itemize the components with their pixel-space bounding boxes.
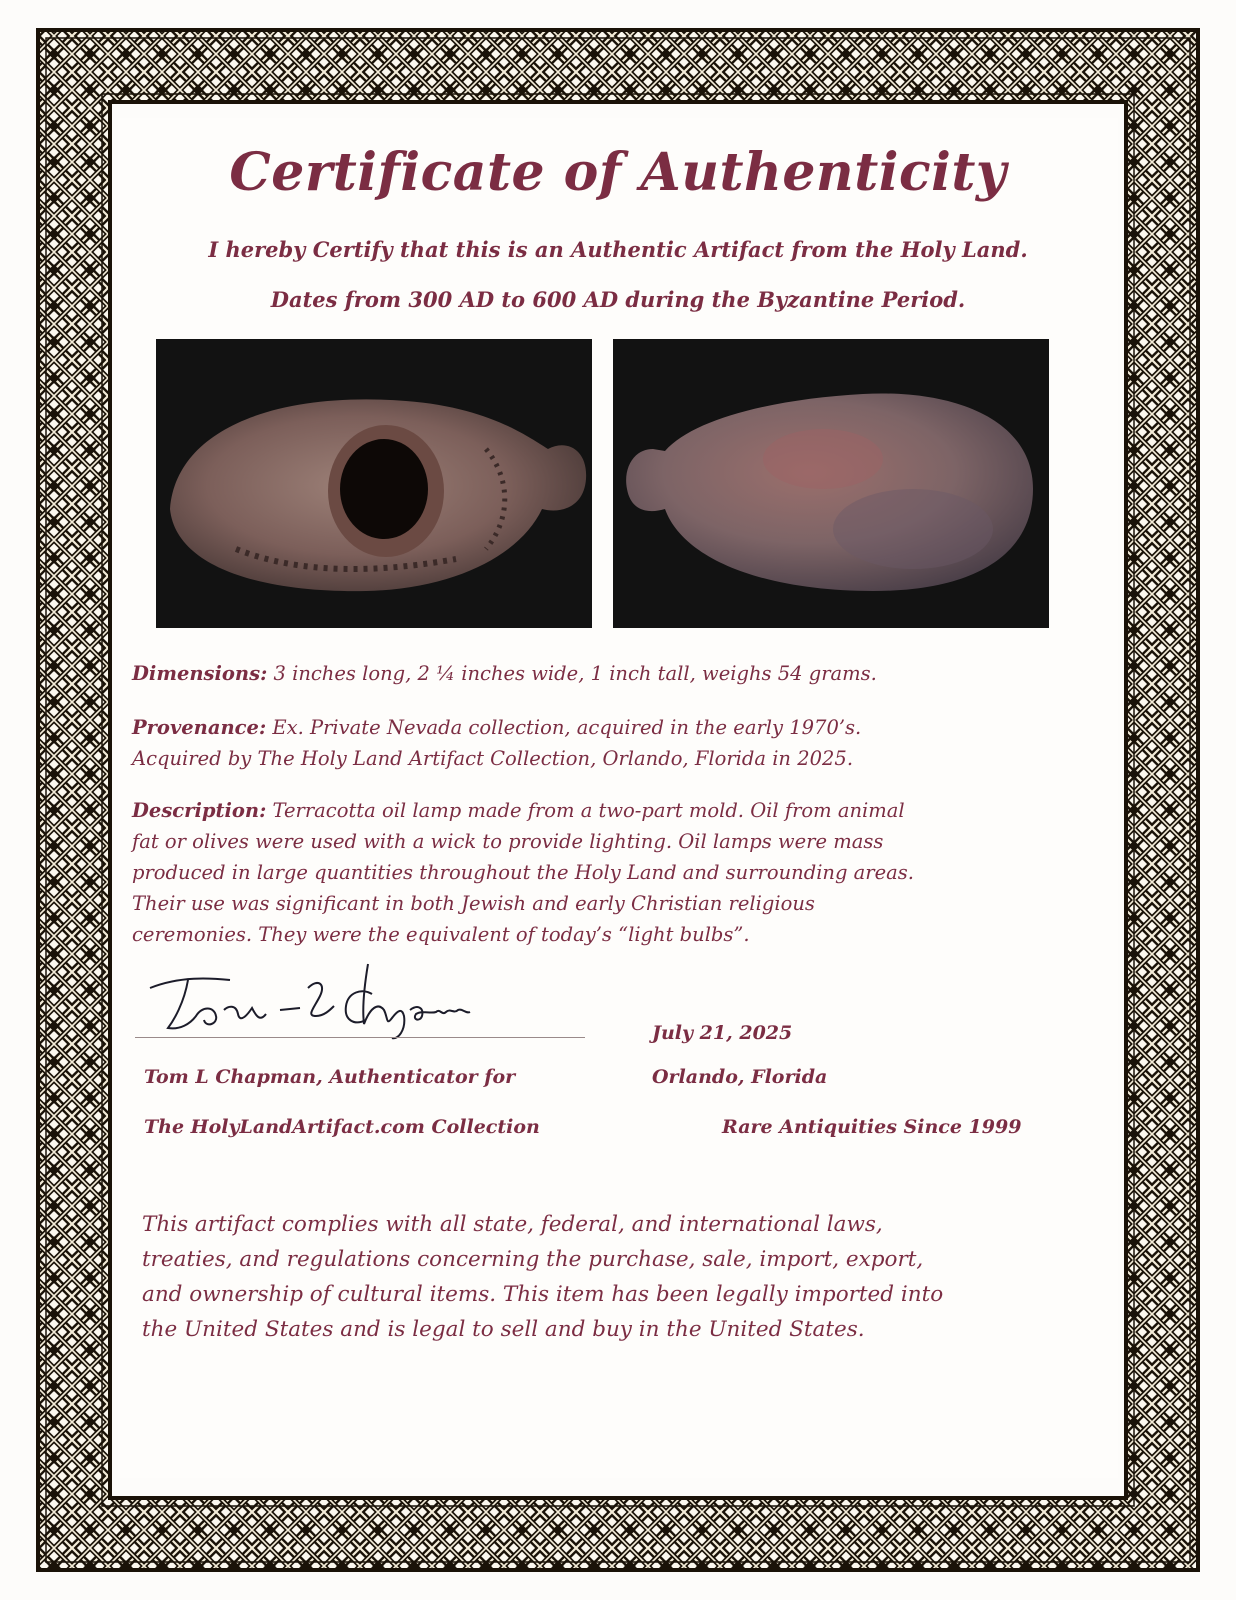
- certificate-location: Orlando, Florida: [652, 1066, 828, 1088]
- legal-line-3: and ownership of cultural items. This item has been legally imported into: [142, 1282, 944, 1307]
- lamp-photo-top: [156, 339, 592, 628]
- legal-compliance-statement: [142, 1207, 1102, 1347]
- provenance-label: Provenance:: [132, 716, 267, 739]
- authenticator-name: Tom L Chapman, Authenticator for: [144, 1066, 516, 1088]
- legal-line-1: This artifact complies with all state, federal, and international laws,: [142, 1212, 883, 1237]
- company-tagline: Rare Antiquities Since 1999: [722, 1116, 1022, 1138]
- oil-lamp-bottom-image: [613, 339, 1049, 628]
- description-line-1: Description: Terracotta oil lamp made from a two-part mold. Oil from animal: [132, 799, 905, 822]
- legal-line-2: treaties, and regulations concerning the purchase, sale, import, export,: [142, 1247, 924, 1272]
- certificate-date: July 21, 2025: [652, 1022, 793, 1044]
- description-line-4: Their use was significant in both Jewish and early Christian religious: [132, 892, 815, 915]
- collection-name: The HolyLandArtifact.com Collection: [144, 1116, 540, 1138]
- dimensions-value: 3 inches long, 2 ¼ inches wide, 1 inch tall, weighs 54 grams.: [267, 662, 877, 685]
- lamp-photo-bottom: [613, 339, 1049, 628]
- provenance-line-2: Acquired by The Holy Land Artifact Collection, Orlando, Florida in 2025.: [132, 747, 854, 770]
- dimensions-label: Dimensions:: [132, 662, 268, 685]
- provenance-line-1: Provenance: Ex. Private Nevada collection, acquired in the early 1970’s.: [132, 716, 862, 739]
- dimensions-line: [132, 658, 1092, 689]
- dates-statement: Dates from 300 AD to 600 AD during the Byzantine Period.: [270, 287, 966, 312]
- description-line-5: ceremonies. They were the equivalent of today’s “light bulbs”.: [132, 923, 750, 946]
- description-line-3: produced in large quantities throughout the Holy Land and surrounding areas.: [132, 861, 914, 884]
- description-line-2: fat or olives were used with a wick to provide lighting. Oil lamps were mass: [132, 830, 884, 853]
- oil-lamp-top-image: [156, 339, 592, 628]
- certificate-title: Certificate of Authenticity: [229, 142, 1007, 203]
- handwritten-signature: [140, 958, 480, 1048]
- legal-line-4: the United States and is legal to sell and buy in the United States.: [142, 1317, 865, 1342]
- certify-statement: I hereby Certify that this is an Authentic Artifact from the Holy Land.: [208, 237, 1028, 262]
- description-label: Description:: [132, 799, 267, 822]
- description-block: [132, 795, 1092, 950]
- provenance-block: [132, 712, 1092, 774]
- signature-line: [135, 1037, 585, 1038]
